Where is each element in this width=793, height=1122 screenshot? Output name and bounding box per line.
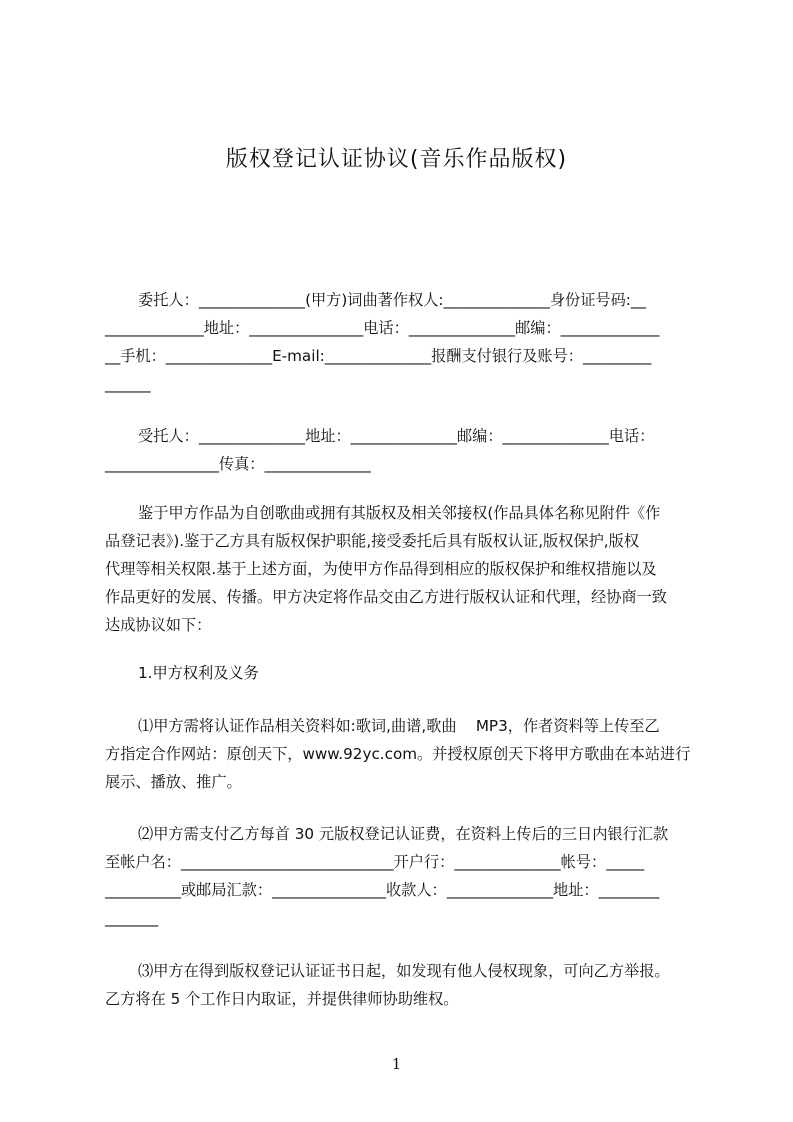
client-line-4: ______: [105, 375, 151, 393]
client-line-3: __手机：______________E-mail:______________报酬支付银行及账号：_________: [105, 347, 652, 365]
clause-1-line-2: 方指定合作网站：原创天下，www.92yc.com。并授权原创天下将甲方歌曲在本站进行: [105, 745, 691, 763]
agent-line-2: _______________传真：______________: [105, 455, 371, 473]
section-heading: 1.甲方权利及义务: [138, 664, 259, 682]
client-line-2: _____________地址：_______________电话：______________邮编：_____________: [105, 319, 660, 337]
clause-2-line-1: ⑵甲方需支付乙方每首 30 元版权登记认证费，在资料上传后的三日内银行汇款: [138, 825, 669, 843]
clause-1-line-1: ⑴甲方需将认证作品相关资料如:歌词,曲谱,歌曲 MP3，作者资料等上传至乙: [138, 717, 660, 735]
page-number: 1: [391, 1055, 402, 1073]
preamble-line-2: 品登记表》).鉴于乙方具有版权保护职能,接受委托后具有版权认证,版权保护,版权: [105, 532, 640, 550]
agent-line-1: 受托人：______________地址：______________邮编：______________电话：: [138, 427, 655, 445]
clause-3-line-2: 乙方将在 5 个工作日内取证，并提供律师协助维权。: [105, 990, 459, 1008]
preamble-line-5: 达成协议如下：: [105, 616, 212, 634]
preamble-line-3: 代理等相关权限.基于上述方面，为使甲方作品得到相应的版权保护和维权措施以及: [105, 560, 657, 578]
clause-2-line-4: _______: [105, 909, 159, 927]
clause-2-line-3: __________或邮局汇款：_______________收款人：______________地址：________: [105, 881, 660, 899]
clause-2-line-2: 至帐户名：____________________________开户行：______________帐号：_____: [105, 853, 645, 871]
clause-1-line-3: 展示、播放、推广。: [105, 773, 242, 791]
preamble-line-4: 作品更好的发展、传播。甲方决定将作品交由乙方进行版权认证和代理，经协商一致: [105, 588, 667, 606]
clause-3-line-1: ⑶甲方在得到版权登记认证证书日起，如发现有他人侵权现象，可向乙方举报。: [138, 962, 670, 980]
document-title: 版权登记认证协议(音乐作品版权): [225, 147, 568, 172]
client-line-1: 委托人：______________(甲方)词曲著作权人:______________身份证号码:__: [138, 291, 647, 309]
preamble-line-1: 鉴于甲方作品为自创歌曲或拥有其版权及相关邻接权(作品具体名称见附件《作: [138, 504, 661, 522]
